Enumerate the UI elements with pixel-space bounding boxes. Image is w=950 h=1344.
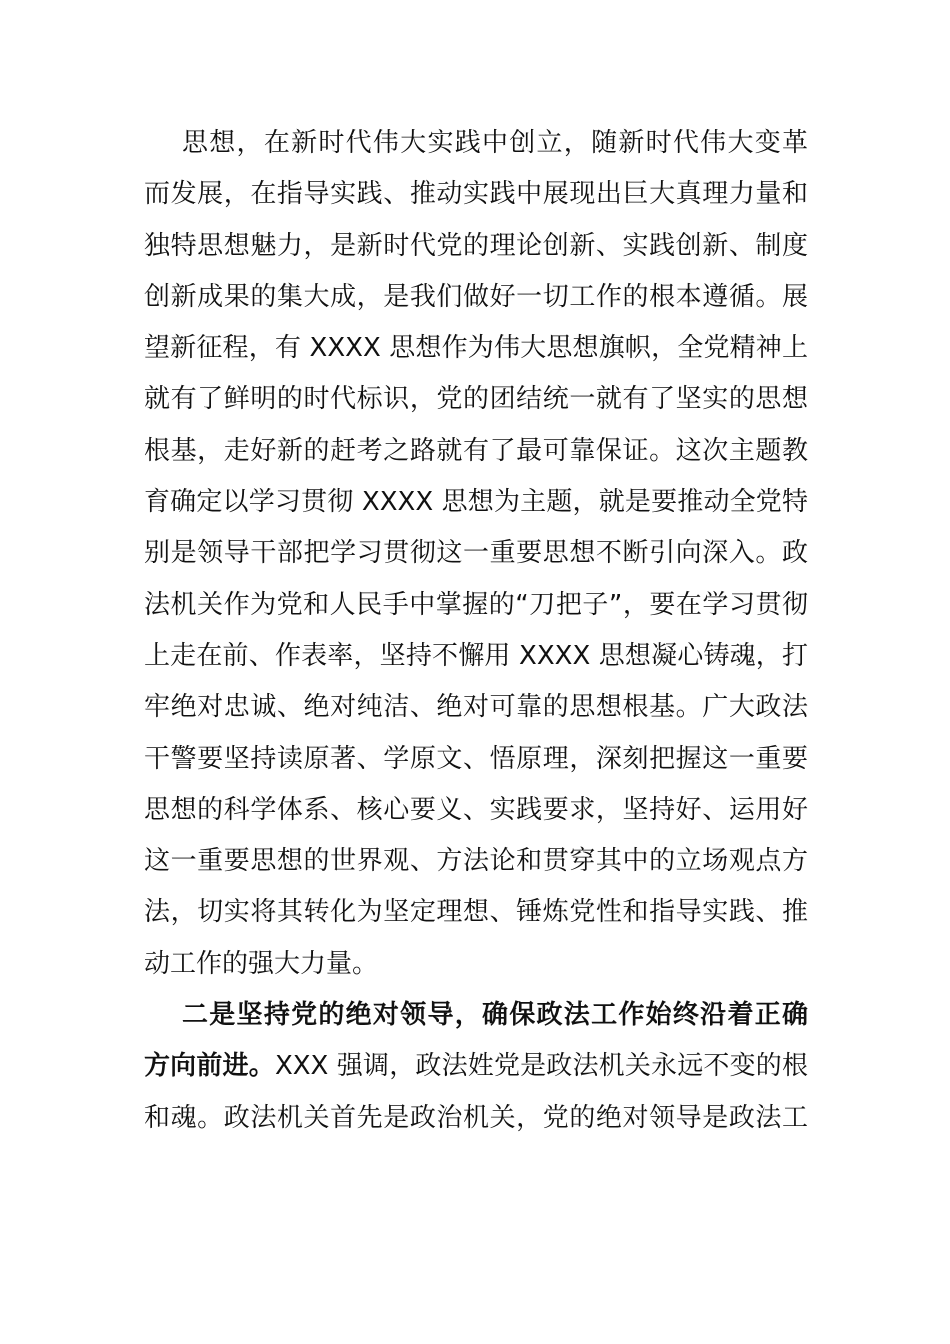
paragraph-line: 这一重要思想的世界观、方法论和贯穿其中的立场观点方: [144, 846, 808, 877]
paragraph-line: 法机关作为党和人民手中掌握的“刀把子”，要在学习贯彻: [144, 589, 808, 620]
paragraph-line: 独特思想魅力，是新时代党的理论创新、实践创新、制度: [144, 230, 808, 261]
section-heading-end: 方向前进。: [144, 1051, 275, 1082]
paragraph-text: XXX 强调，政法姓党是政法机关永远不变的根: [274, 1051, 808, 1082]
section-heading: 二是坚持党的绝对领导，确保政法工作始终沿着正确: [182, 1000, 808, 1031]
paragraph-line: 思想的科学体系、核心要义、实践要求，坚持好、运用好: [144, 794, 808, 825]
paragraph-line: 干警要坚持读原著、学原文、悟原理，深刻把握这一重要: [144, 743, 808, 774]
paragraph-line: 根基，走好新的赶考之路就有了最可靠保证。这次主题教: [144, 435, 808, 466]
body-text: [144, 118, 808, 1144]
paragraph-line: 法，切实将其转化为坚定理想、锤炼党性和指导实践、推: [144, 897, 808, 928]
paragraph-line: 上走在前、作表率，坚持不懈用 XXXX 思想凝心铸魂，打: [144, 640, 808, 671]
paragraph-line: 育确定以学习贯彻 XXXX 思想为主题，就是要推动全党特: [144, 487, 808, 518]
paragraph-line: 创新成果的集大成，是我们做好一切工作的根本遵循。展: [144, 281, 808, 312]
paragraph-line: 别是领导干部把学习贯彻这一重要思想不断引向深入。政: [144, 538, 808, 569]
section-heading-continued: [144, 1041, 808, 1092]
paragraph-line: 望新征程，有 XXXX 思想作为伟大思想旗帜，全党精神上: [144, 333, 808, 364]
paragraph-line: 而发展，在指导实践、推动实践中展现出巨大真理力量和: [144, 179, 808, 210]
paragraph-line: 思想，在新时代伟大实践中创立，随新时代伟大变革: [182, 128, 808, 158]
paragraph-line: 牢绝对忠诚、绝对纯洁、绝对可靠的思想根基。广大政法: [144, 692, 808, 723]
paragraph-line: 动工作的强大力量。: [144, 948, 379, 979]
paragraph-line: 就有了鲜明的时代标识，党的团结统一就有了坚实的思想: [144, 384, 808, 415]
paragraph-line: 和魂。政法机关首先是政治机关，党的绝对领导是政法工: [144, 1102, 808, 1133]
